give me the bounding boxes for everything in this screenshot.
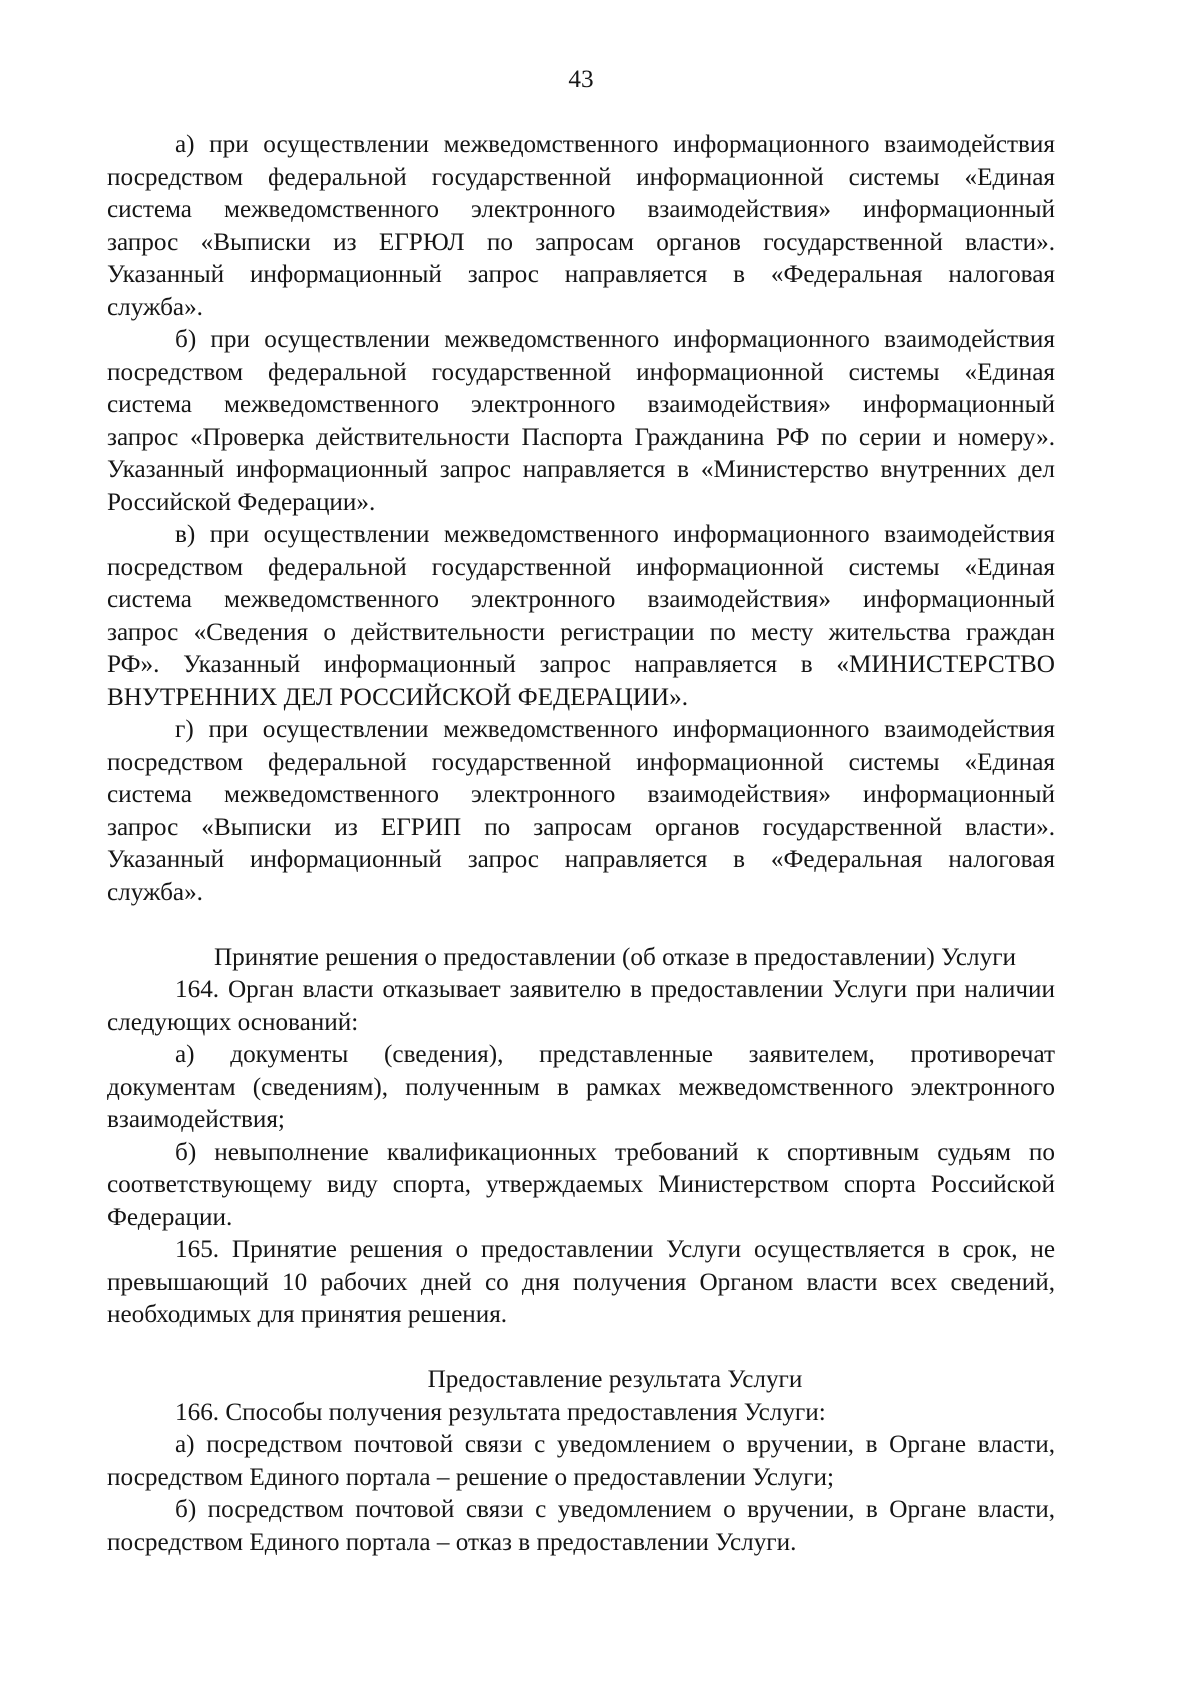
paragraph-line: ВНУТРЕННИХ ДЕЛ РОССИЙСКОЙ ФЕДЕРАЦИИ». xyxy=(107,683,688,711)
paragraph-166-item-b xyxy=(107,1494,1055,1559)
text-column xyxy=(107,129,1055,1559)
paragraph-line: Указанный информационный запрос направляется в «Федеральная налоговая xyxy=(107,846,1055,873)
paragraph-line: документам (сведениям), полученным в рамках межведомственного электронного xyxy=(107,1073,1055,1101)
paragraph-line: посредством федеральной государственной информационной системы «Единая xyxy=(107,553,1055,581)
paragraph-line: система межведомственного электронного взаимодействия» информационный xyxy=(107,196,1055,223)
section-heading-result: Предоставление результата Услуги xyxy=(427,1366,803,1393)
paragraph-line: б) невыполнение квалификационных требований к спортивным судьям по xyxy=(175,1138,1055,1166)
paragraph-line: 165. Принятие решения о предоставлении Услуги осуществляется в срок, не xyxy=(175,1236,1055,1263)
paragraph-line: следующих оснований: xyxy=(107,1008,359,1036)
paragraph-line: необходимых для принятия решения. xyxy=(107,1301,508,1328)
paragraph-line: б) посредством почтовой связи с уведомлением о вручении, в Органе власти, xyxy=(175,1496,1055,1523)
paragraph-line: РФ». Указанный информационный запрос направляется в «МИНИСТЕРСТВО xyxy=(107,651,1055,678)
paragraph-166 xyxy=(107,1397,1055,1430)
paragraph-line: соответствующему виду спорта, утверждаемых Министерством спорта Российской xyxy=(107,1171,1055,1198)
paragraph-item-g-egrip xyxy=(107,714,1055,909)
paragraph-line: посредством федеральной государственной информационной системы «Единая xyxy=(107,358,1055,386)
paragraph-line: запрос «Сведения о действительности регистрации по месту жительства граждан xyxy=(107,618,1055,646)
paragraph-line: посредством федеральной государственной информационной системы «Единая xyxy=(107,163,1055,191)
paragraph-166-item-a xyxy=(107,1429,1055,1494)
paragraph-164-item-a xyxy=(107,1039,1055,1137)
paragraph-line: превышающий 10 рабочих дней со дня получения Органом власти всех сведений, xyxy=(107,1268,1055,1296)
paragraph-line: посредством федеральной государственной информационной системы «Единая xyxy=(107,748,1055,776)
paragraph-line: посредством Единого портала – решение о предоставлении Услуги; xyxy=(107,1463,835,1491)
paragraph-164 xyxy=(107,974,1055,1039)
paragraph-item-b-passport xyxy=(107,324,1055,519)
paragraph-item-v-registration xyxy=(107,519,1055,714)
section-heading-decision: Принятие решения о предоставлении (об отказе в предоставлении) Услуги xyxy=(213,943,1017,971)
paragraph-line: запрос «Проверка действительности Паспорта Гражданина РФ по серии и номеру». xyxy=(107,423,1055,451)
blank-line xyxy=(107,909,1055,942)
paragraph-line: Федерации. xyxy=(107,1203,233,1231)
page-number: 43 xyxy=(568,66,594,93)
paragraph-item-a-egrul xyxy=(107,129,1055,324)
paragraph-line: б) при осуществлении межведомственного информационного взаимодействия xyxy=(175,326,1055,353)
paragraph-line: служба». xyxy=(107,878,203,906)
paragraph-line: а) документы (сведения), представленные заявителем, противоречат xyxy=(175,1041,1055,1068)
paragraph-line: система межведомственного электронного взаимодействия» информационный xyxy=(107,586,1055,613)
paragraph-line: г) при осуществлении межведомственного информационного взаимодействия xyxy=(175,716,1055,743)
paragraph-line: система межведомственного электронного взаимодействия» информационный xyxy=(107,781,1055,808)
paragraph-line: посредством Единого портала – отказ в предоставлении Услуги. xyxy=(107,1528,797,1556)
paragraph-line: а) при осуществлении межведомственного информационного взаимодействия xyxy=(175,131,1055,158)
paragraph-line: 164. Орган власти отказывает заявителю в предоставлении Услуги при наличии xyxy=(175,976,1055,1003)
blank-line xyxy=(107,1332,1055,1365)
paragraph-165 xyxy=(107,1234,1055,1332)
paragraph-line: запрос «Выписки из ЕГРЮЛ по запросам органов государственной власти». xyxy=(107,228,1055,256)
paragraph-line: Указанный информационный запрос направляется в «Министерство внутренних дел xyxy=(107,456,1055,483)
paragraph-line: 166. Способы получения результата предоставления Услуги: xyxy=(175,1398,826,1426)
paragraph-164-item-b xyxy=(107,1137,1055,1235)
paragraph-line: запрос «Выписки из ЕГРИП по запросам органов государственной власти». xyxy=(107,813,1055,841)
paragraph-line: система межведомственного электронного взаимодействия» информационный xyxy=(107,391,1055,418)
paragraph-line: а) посредством почтовой связи с уведомлением о вручении, в Органе власти, xyxy=(175,1431,1055,1458)
paragraph-line: Российской Федерации». xyxy=(107,488,376,516)
paragraph-line: Указанный информационный запрос направляется в «Федеральная налоговая xyxy=(107,261,1055,288)
paragraph-line: в) при осуществлении межведомственного информационного взаимодействия xyxy=(175,521,1055,548)
paragraph-line: служба». xyxy=(107,293,203,321)
paragraph-line: взаимодействия; xyxy=(107,1106,285,1133)
